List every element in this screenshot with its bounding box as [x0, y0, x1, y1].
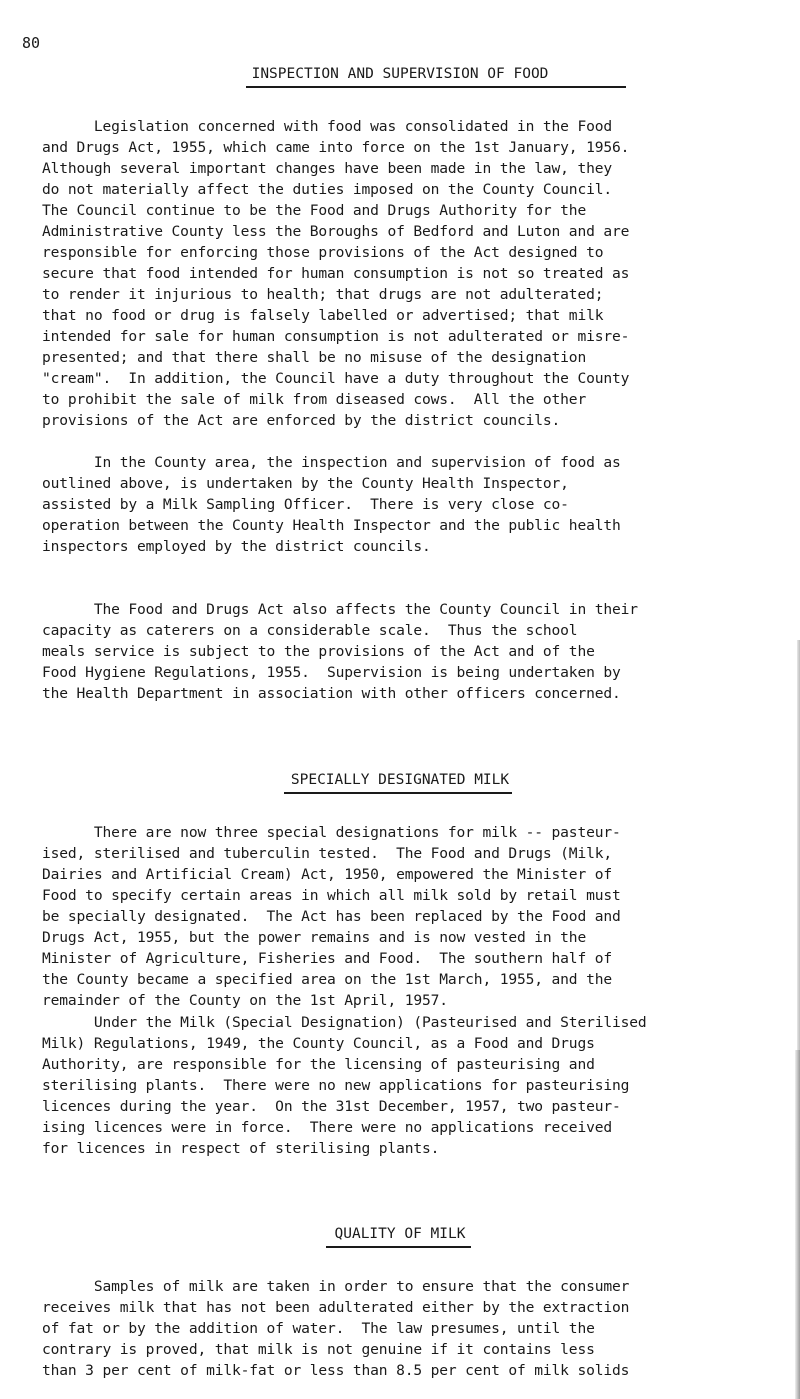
- paragraph-samples: Samples of milk are taken in order to ensure that the consumer receives milk that has not been adulterated either by the extraction of fat or by the addition of water. The law presumes, until the contrary is proved, that milk is not genuine if it contains less than 3 per cent of milk-fat or less than 8.5 per cent of milk solids: [42, 1278, 630, 1379]
- section-heading-text: SPECIALLY DESIGNATED MILK: [290, 772, 510, 788]
- paragraph-designations: There are now three special designations for milk -- pasteur- ised, sterilised and tuberculin tested. The Food and Drugs (Milk, Dairies and Artificial Cream) Act, 1950, empowered the Minister of Food to specify certain areas in which all milk sold by retail must be specially designated. The Act has been replaced by the Food and Drugs Act, 1955, but the power remains and is now vested in the Minister of Agriculture, Fisheries and Food. The southern half of the County became a specified area on the 1st March, 1955, and the remainder of the County on the 1st April, 1957.: [42, 824, 621, 1009]
- page-edge-shadow: [795, 1050, 800, 1399]
- section-heading-text: QUALITY OF MILK: [334, 1226, 466, 1242]
- section-heading-text: INSPECTION AND SUPERVISION OF FOOD: [251, 66, 549, 82]
- section-heading-designated-milk: [0, 772, 800, 788]
- section-heading-quality: [0, 1226, 800, 1242]
- paragraph-licensing: Under the Milk (Special Designation) (Pasteurised and Sterilised Milk) Regulations, 1949, the County Council, as a Food and Drugs Authority, are responsible for the licensing of pasteurising and sterilising plants. There were no new applications for pasteurising licences during the year. On the 31st December, 1957, two pasteur- ising licences were in force. There were no applications received for licences in respect of sterilising plants.: [42, 1014, 647, 1157]
- paragraph-catering: The Food and Drugs Act also affects the County Council in their capacity as caterers on a considerable scale. Thus the school meals service is subject to the provisions of the Act and of the Food Hygiene Regulations, 1955. Supervision is being undertaken by the Health Department in association with other officers concerned.: [42, 601, 638, 702]
- paragraph-county-area: In the County area, the inspection and supervision of food as outlined above, is undertaken by the County Health Inspector, assisted by a Milk Sampling Officer. There is very close co- operation between the County Health Inspector and the public health inspectors employed by the district councils.: [42, 454, 621, 555]
- section-heading-inspection: [0, 66, 800, 82]
- paragraph-legislation: Legislation concerned with food was consolidated in the Food and Drugs Act, 1955, which came into force on the 1st January, 1956. Although several important changes have been made in the law, they do not materially affect the duties imposed on the County Council. The Council continue to be the Food and Drugs Authority for the Administrative County less the Boroughs of Bedford and Luton and are responsible for enforcing those provisions of the Act designed to secure that food intended for human consumption is not so treated as to render it injurious to health; that drugs are not adulterated; that no food or drug is falsely labelled or advertised; that milk intended for sale for human consumption is not adulterated or misre- presented; and that there shall be no misuse of the designation "cream". In addition, the Council have a duty throughout the County to prohibit the sale of milk from diseased cows. All the other provisions of the Act are enforced by the district councils.: [42, 118, 630, 429]
- page-number: 80: [22, 34, 41, 52]
- heading-underline: [246, 86, 626, 88]
- heading-underline: [284, 792, 512, 794]
- heading-underline: [326, 1246, 471, 1248]
